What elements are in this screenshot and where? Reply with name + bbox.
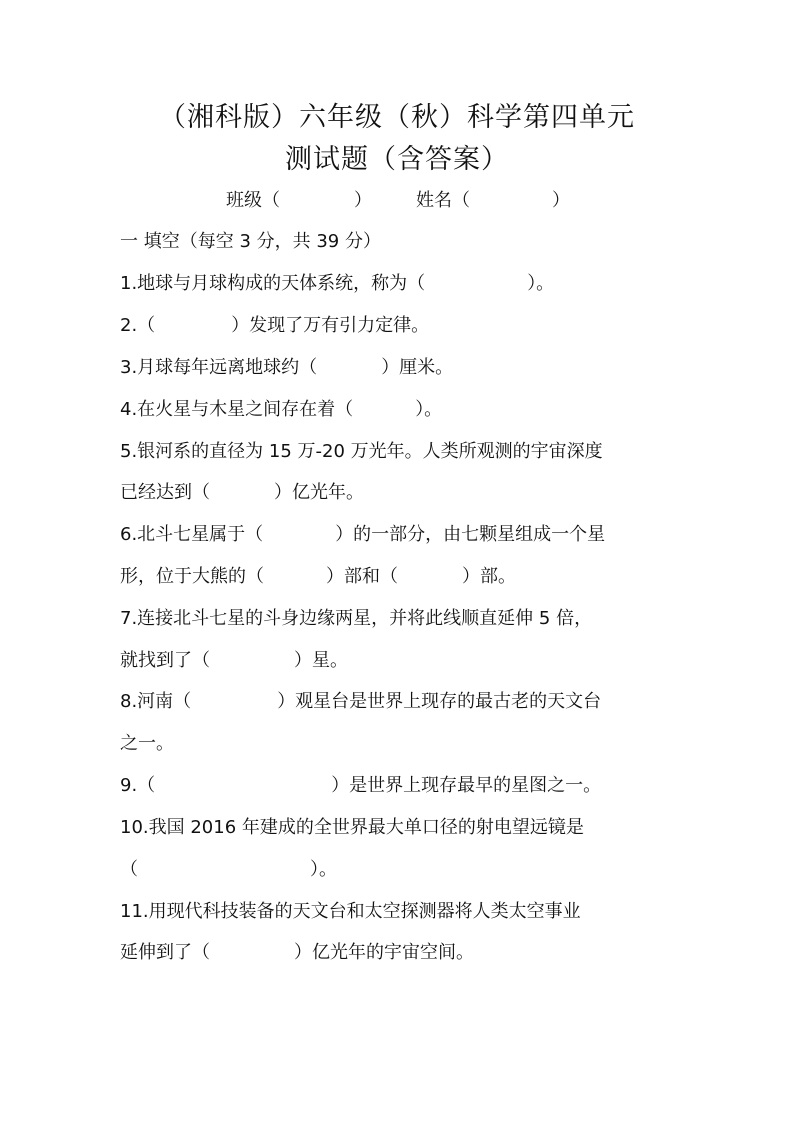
q4-text-pre: 4.在火星与木星之间存在着（ (120, 399, 354, 420)
question-4 (120, 397, 442, 423)
q6-text-pre: 6.北斗七星属于（ (120, 524, 264, 545)
exam-title-line-1: （湘科版）六年级（秋）科学第四单元 (159, 102, 635, 133)
q11-text-post: ）亿光年的宇宙空间。 (294, 942, 474, 963)
q4-text-post: ）。 (415, 399, 443, 420)
q8-text-post: ）观星台是世界上现存的最古老的天文台 (277, 691, 602, 712)
student-info-row (226, 188, 570, 214)
q10-text-post: ）。 (310, 859, 337, 880)
q2-text-post: ）发现了万有引力定律。 (231, 315, 430, 336)
q3-text-pre: 3.月球每年远离地球约（ (120, 357, 318, 378)
question-5-line-1: 5.银河系的直径为 15 万-20 万光年。人类所观测的宇宙深度 (120, 441, 603, 462)
question-3 (120, 355, 453, 381)
question-1 (120, 271, 554, 297)
question-8-line-2: 之一。 (120, 733, 174, 754)
question-8-line-1 (120, 689, 601, 715)
question-11-line-1: 11.用现代科技装备的天文台和太空探测器将人类太空事业 (120, 901, 581, 922)
q6-line2-post: ）部。 (462, 566, 516, 587)
class-close: ） (354, 190, 372, 211)
q9-text-pre: 9.（ (120, 775, 156, 796)
class-label: 班级（ (226, 190, 280, 211)
q1-text-post: ）。 (527, 273, 555, 294)
q2-text-pre: 2.（ (120, 315, 156, 336)
name-close: ） (552, 190, 570, 211)
question-6-line-2 (120, 564, 516, 590)
question-11-line-2 (120, 940, 474, 966)
q8-text-pre: 8.河南（ (120, 691, 192, 712)
q6-text-post: ）的一部分，由七颗星组成一个星 (335, 524, 606, 545)
q6-line2-mid: ）部和（ (326, 566, 398, 587)
exam-title-line-2: 测试题（含答案） (285, 144, 509, 175)
question-2 (120, 313, 429, 339)
section-heading: 一 填空（每空 3 分，共 39 分） (120, 231, 381, 252)
question-10-line-2 (120, 857, 337, 883)
question-10-line-1: 10.我国 2016 年建成的全世界最大单口径的射电望远镜是 (120, 817, 584, 838)
question-7-line-1: 7.连接北斗七星的斗身边缘两星，并将此线顺直延伸 5 倍， (120, 608, 593, 629)
q10-text-pre: （ (120, 859, 138, 880)
q5-text-post: ）亿光年。 (274, 482, 364, 503)
question-6-line-1 (120, 522, 605, 548)
q11-text-pre: 延伸到了（ (120, 942, 210, 963)
q7-text-pre: 就找到了（ (120, 650, 210, 671)
question-9 (120, 773, 601, 799)
q7-text-post: ）星。 (294, 650, 348, 671)
q5-text-pre: 已经达到（ (120, 482, 210, 503)
question-7-line-2 (120, 648, 348, 674)
q3-text-post: ）厘米。 (381, 357, 454, 378)
q9-text-post: ）是世界上现存最早的星图之一。 (331, 775, 602, 796)
q6-line2-pre: 形，位于大熊的（ (120, 566, 264, 587)
name-label: 姓名（ (416, 190, 470, 211)
q1-text-pre: 1.地球与月球构成的天体系统，称为（ (120, 273, 426, 294)
question-5-line-2 (120, 480, 364, 506)
